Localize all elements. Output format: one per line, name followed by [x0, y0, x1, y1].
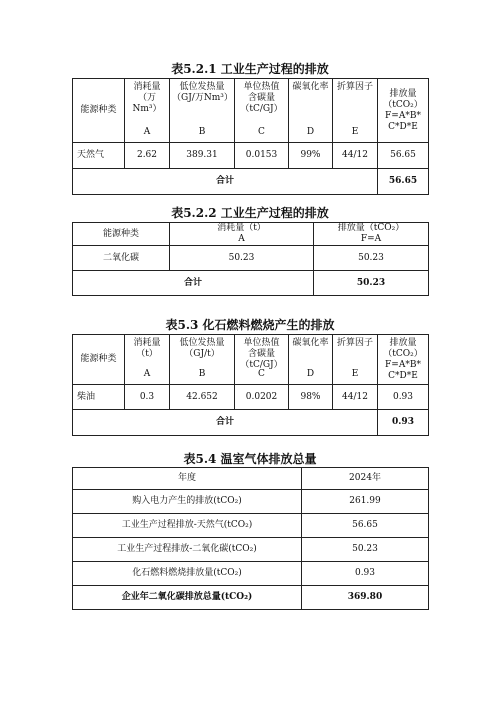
table-row — [73, 385, 429, 410]
total-label: 合计 — [73, 410, 378, 436]
row-label: 化石燃料燃烧排放量(tCO₂) — [73, 562, 302, 586]
table-row — [73, 562, 429, 586]
header-consumption: 消耗量 （t） A — [125, 335, 170, 385]
cell-oxidation-rate: 98% — [289, 385, 333, 410]
row-value: 261.99 — [302, 490, 429, 514]
table-header-row — [73, 223, 429, 246]
cell-consumption: 0.3 — [125, 385, 170, 410]
header-energy-type: 能源种类 — [73, 79, 125, 143]
table-5-3 — [72, 334, 429, 436]
header-emission: 排放量 （tCO₂） F=A*B* C*D*E — [378, 79, 429, 143]
header-carbon-content: 单位热值 含碳量 （tC/GJ） C — [235, 335, 289, 385]
cell-carbon-content: 0.0153 — [235, 143, 289, 169]
header-consumption: 消耗量（t） A — [170, 223, 314, 246]
cell-consumption: 50.23 — [170, 246, 314, 271]
total-value: 50.23 — [314, 271, 429, 296]
total-value: 369.80 — [302, 586, 429, 610]
row-label: 工业生产过程排放-天然气(tCO₂) — [73, 514, 302, 538]
cell-heating-value: 42.652 — [170, 385, 235, 410]
row-label: 工业生产过程排放-二氧化碳(tCO₂) — [73, 538, 302, 562]
total-value: 56.65 — [378, 169, 429, 195]
table-header-row — [73, 468, 429, 490]
total-value: 0.93 — [378, 410, 429, 436]
table-row — [73, 143, 429, 169]
header-oxidation-rate: 碳氧化率 D — [289, 335, 333, 385]
total-label: 合计 — [73, 169, 378, 195]
table-5-2-1-caption: 表5.2.1 工业生产过程的排放 — [171, 62, 329, 76]
table-row — [73, 490, 429, 514]
table-5-4 — [72, 467, 429, 610]
cell-carbon-content: 0.0202 — [235, 385, 289, 410]
total-row — [73, 410, 429, 436]
header-carbon-content: 单位热值 含碳量 （tC/GJ） C — [235, 79, 289, 143]
row-value: 0.93 — [302, 562, 429, 586]
total-row — [73, 169, 429, 195]
cell-conversion-factor: 44/12 — [333, 143, 378, 169]
header-energy-type: 能源种类 — [73, 335, 125, 385]
table-row — [73, 538, 429, 562]
cell-oxidation-rate: 99% — [289, 143, 333, 169]
header-emission: 排放量（tCO₂） F=A — [314, 223, 429, 246]
total-label: 合计 — [73, 271, 314, 296]
cell-emission: 56.65 — [378, 143, 429, 169]
header-conversion-factor: 折算因子 E — [333, 335, 378, 385]
table-5-2-2-caption: 表5.2.2 工业生产过程的排放 — [171, 206, 329, 220]
cell-heating-value: 389.31 — [170, 143, 235, 169]
row-label: 购入电力产生的排放(tCO₂) — [73, 490, 302, 514]
header-emission: 排放量 （tCO₂） F=A*B* C*D*E — [378, 335, 429, 385]
header-heating-value: 低位发热量 （GJ/t） B — [170, 335, 235, 385]
row-value: 56.65 — [302, 514, 429, 538]
total-label: 企业年二氧化碳排放总量(tCO₂) — [73, 586, 302, 610]
table-row — [73, 246, 429, 271]
row-value: 50.23 — [302, 538, 429, 562]
header-year-value: 2024年 — [302, 468, 429, 490]
table-5-2-1 — [72, 78, 429, 195]
table-row — [73, 514, 429, 538]
cell-energy-type: 天然气 — [73, 143, 125, 169]
table-5-3-caption: 表5.3 化石燃料燃烧产生的排放 — [165, 318, 335, 332]
header-conversion-factor: 折算因子 E — [333, 79, 378, 143]
cell-energy-type: 柴油 — [73, 385, 125, 410]
header-consumption: 消耗量 （万Nm³） A — [125, 79, 170, 143]
total-row — [73, 586, 429, 610]
table-header-row — [73, 79, 429, 143]
header-heating-value: 低位发热量 （GJ/万Nm³） B — [170, 79, 235, 143]
header-oxidation-rate: 碳氧化率 D — [289, 79, 333, 143]
table-header-row — [73, 335, 429, 385]
header-energy-type: 能源种类 — [73, 223, 170, 246]
cell-conversion-factor: 44/12 — [333, 385, 378, 410]
table-5-2-2 — [72, 222, 429, 296]
total-row — [73, 271, 429, 296]
cell-emission: 50.23 — [314, 246, 429, 271]
cell-consumption: 2.62 — [125, 143, 170, 169]
cell-emission: 0.93 — [378, 385, 429, 410]
table-5-4-caption: 表5.4 温室气体排放总量 — [183, 452, 317, 466]
header-year: 年度 — [73, 468, 302, 490]
cell-energy-type: 二氧化碳 — [73, 246, 170, 271]
